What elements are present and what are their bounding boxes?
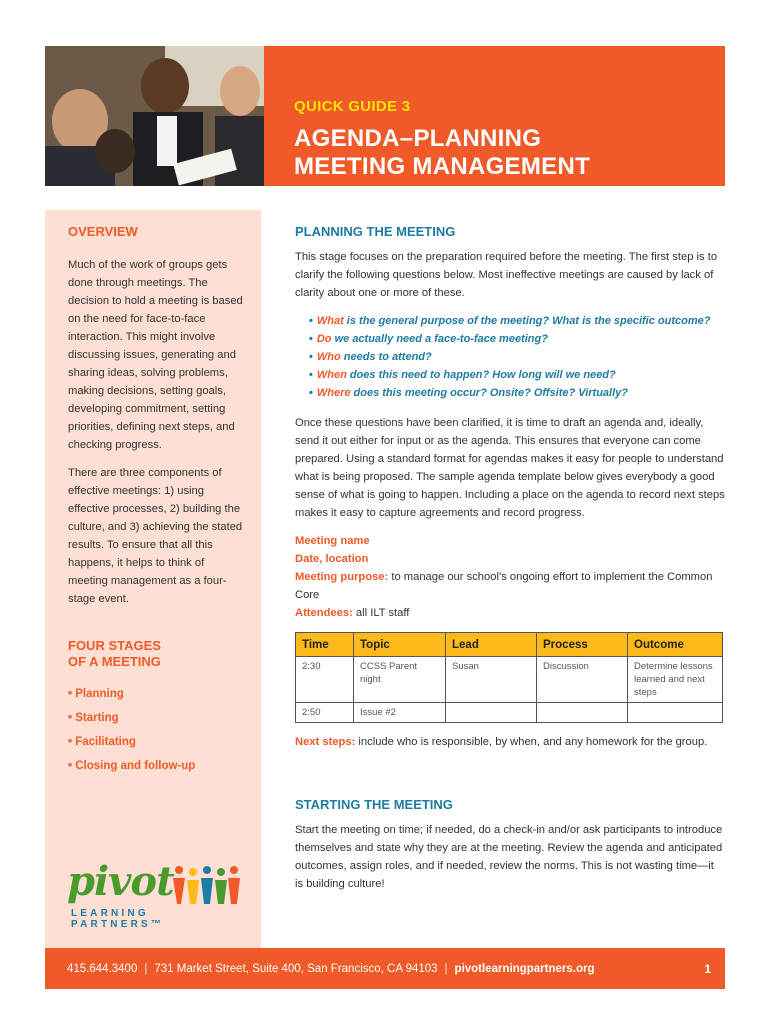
overview-paragraph-1: Much of the work of groups gets done through meetings. The decision to hold a meeting is based on the need for face-to-face interaction. This might involve discussing issues, generating and sharing ideas, solving problems, making decisions, setting goals, developing commitment, setting priorities, defining next steps, and checking progress.	[68, 259, 243, 451]
col-outcome: Outcome	[628, 633, 723, 657]
question-list	[309, 312, 725, 402]
overview-paragraph-2: There are three components of effective meetings: 1) using effective processes, 2) building the culture, and 3) achieving the stated results. To ensure that all this happens, it helps to think of meeting management as a four-stage event.	[68, 467, 243, 605]
table-row	[296, 703, 723, 723]
question-item: • When does this need to happen? How long will we need?	[309, 369, 616, 381]
planning-intro: This stage focuses on the preparation required before the meeting. The first step is to clarify the following questions below. Most ineffective meetings are caused by lack of clarity about one or more of these.	[295, 251, 718, 299]
sidebar	[45, 210, 261, 948]
page-title	[294, 125, 725, 181]
table-cell: CCSS Parent night	[354, 657, 446, 703]
table-cell: 2:50	[296, 703, 354, 723]
table-cell: Issue #2	[354, 703, 446, 723]
footer-separator: |	[444, 962, 448, 975]
table-cell	[537, 703, 628, 723]
main-content	[295, 222, 725, 893]
attendees: Attendees: all ILT staff	[295, 607, 410, 619]
footer-address: 731 Market Street, Suite 400, San Francisco, CA 94103	[154, 962, 438, 975]
overview-heading: OVERVIEW	[68, 224, 138, 239]
planning-paragraph-2: Once these questions have been clarified, it is time to draft an agenda and, ideally, send it out either for input or as the agenda. This ensures that everyone can come prepared. Using a standard format for agendas makes it easy for people to understand what is being proposed. The sample agenda template below gives everybody a good sense of what is going to happen. Including a place on the agenda to record next steps makes it easy to capture agreements and record progress.	[295, 417, 725, 519]
table-cell: Susan	[446, 657, 537, 703]
table-header-row	[296, 633, 723, 657]
table-cell	[446, 703, 537, 723]
stage-item: • Closing and follow-up	[68, 760, 196, 772]
header-photo	[45, 46, 264, 186]
title-line-1: AGENDA–PLANNING	[294, 125, 542, 152]
table-cell: 2:30	[296, 657, 354, 703]
stage-item: • Planning	[68, 688, 124, 700]
meeting-purpose: Meeting purpose: to manage our school’s ongoing effort to implement the Common Core	[295, 571, 713, 601]
meeting-name-label: Meeting name	[295, 535, 370, 547]
table-cell: Determine lessons learned and next steps	[628, 657, 723, 703]
question-item: • What is the general purpose of the meeting? What is the specific outcome?	[309, 315, 711, 327]
date-location-label: Date, location	[295, 553, 369, 565]
stages-heading-line-2: OF A MEETING	[68, 654, 161, 669]
stage-item: • Facilitating	[68, 736, 136, 748]
question-item: • Do we actually need a face-to-face meeting?	[309, 333, 548, 345]
footer-separator: |	[144, 962, 148, 975]
pivot-logo	[67, 858, 247, 928]
agenda-table	[295, 632, 723, 723]
guide-label: QUICK GUIDE 3	[294, 98, 411, 115]
starting-heading: STARTING THE MEETING	[295, 797, 453, 812]
question-item: • Who needs to attend?	[309, 351, 432, 363]
logo-subtitle: LEARNING PARTNERS™	[71, 908, 165, 930]
stage-list	[68, 682, 247, 778]
table-cell: Discussion	[537, 657, 628, 703]
planning-heading: PLANNING THE MEETING	[295, 224, 456, 239]
col-lead: Lead	[446, 633, 537, 657]
next-steps: Next steps: include who is responsible, by when, and any homework for the group.	[295, 736, 708, 748]
table-cell	[628, 703, 723, 723]
people-figures-icon	[171, 864, 241, 906]
stages-heading-line-1: FOUR STAGES	[68, 638, 161, 653]
footer-url-link[interactable]: pivotlearningpartners.org	[454, 962, 595, 975]
stage-item: • Starting	[68, 712, 119, 724]
stages-heading	[68, 638, 247, 670]
footer-phone: 415.644.3400	[67, 962, 138, 975]
table-row	[296, 657, 723, 703]
header-banner	[264, 46, 725, 186]
col-time: Time	[296, 633, 354, 657]
logo-wordmark: pivot	[67, 858, 174, 905]
footer	[45, 948, 725, 989]
title-line-2: MEETING MANAGEMENT	[294, 153, 591, 180]
question-item: • Where does this meeting occur? Onsite? Offsite? Virtually?	[309, 387, 628, 399]
starting-paragraph: Start the meeting on time; if needed, do a check-in and/or ask participants to introduce themselves and state why they are at the meeting. Review the agenda and anticipated outcomes, assign roles, and if needed, review the norms. This is not wasting time—it is building culture!	[295, 824, 723, 890]
agenda-meta	[295, 532, 725, 622]
col-process: Process	[537, 633, 628, 657]
col-topic: Topic	[354, 633, 446, 657]
meeting-people-image	[45, 46, 264, 186]
page-number: 1	[704, 961, 711, 976]
